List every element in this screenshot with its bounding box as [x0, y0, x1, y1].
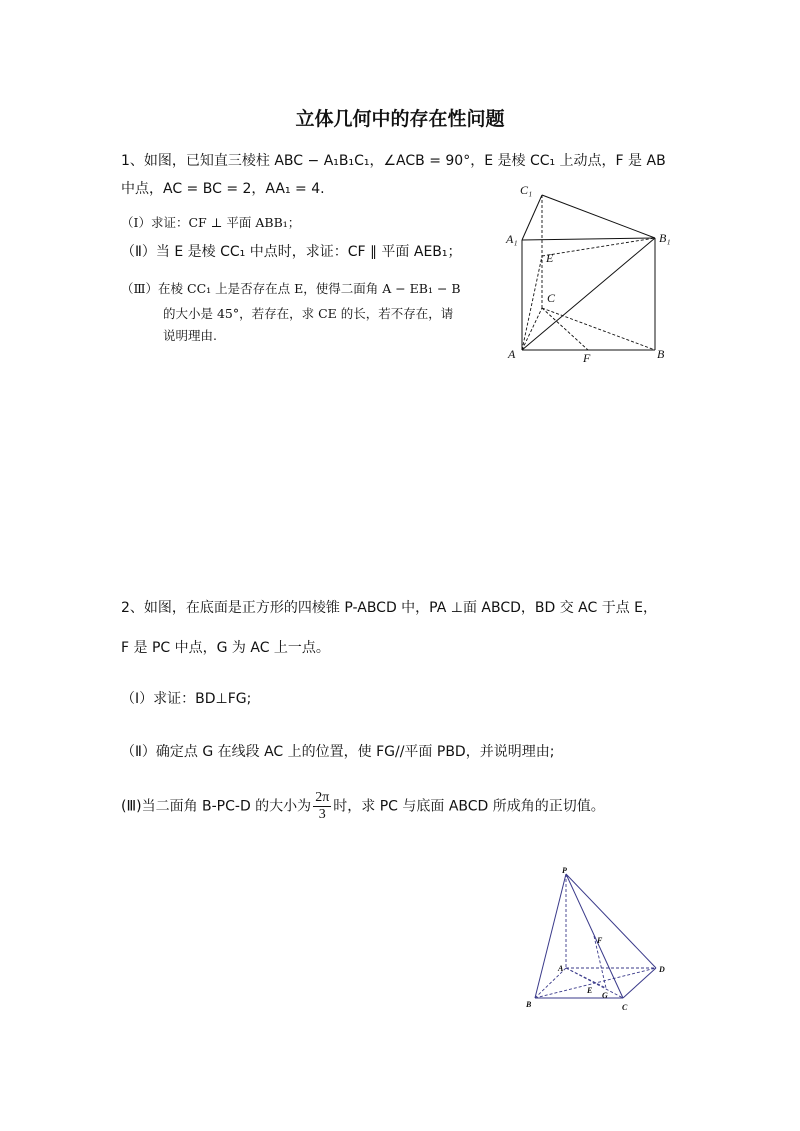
prism-figure — [500, 180, 680, 370]
label-G: G — [602, 991, 608, 1000]
label-D: D — [659, 965, 665, 974]
label-F: F — [597, 936, 603, 945]
q1-part3-line1: （Ⅲ）在棱 CC₁ 上是否存在点 E，使得二面角 A − EB₁ − B — [121, 281, 461, 296]
q2-part1: （Ⅰ）求证：BD⊥FG; — [121, 691, 252, 707]
label-B: B — [526, 1000, 532, 1009]
page-title: 立体几何中的存在性问题 — [295, 108, 505, 130]
q2-part3-prefix: (Ⅲ)当二面角 B-PC-D 的大小为 — [121, 798, 312, 815]
label-B: B — [657, 347, 665, 361]
label-E: E — [587, 986, 593, 995]
q2-part3 — [121, 790, 605, 823]
q2-part3-suffix: 时，求 PC 与底面 ABCD 所成角的正切值。 — [333, 798, 605, 815]
label-A: A — [558, 964, 564, 973]
label-P: P — [562, 866, 567, 875]
label-E: E — [546, 251, 554, 265]
q1-part3-line2: 的大小是 45°，若存在，求 CE 的长，若不存在，请 — [163, 306, 454, 321]
q1-part3-line3: 说明理由. — [163, 328, 217, 343]
q2-part2: （Ⅱ）确定点 G 在线段 AC 上的位置，使 FG//平面 PBD，并说明理由; — [121, 744, 555, 760]
label-C: C — [622, 1003, 628, 1012]
q1-part2: （Ⅱ）当 E 是棱 CC₁ 中点时，求证：CF ∥ 平面 AEB₁； — [121, 244, 462, 260]
label-C: C — [547, 291, 556, 305]
label-B1: B₁ — [659, 231, 671, 245]
label-A1: A₁ — [506, 232, 518, 246]
fraction-2pi-over-3 — [313, 790, 331, 823]
label-A: A — [508, 347, 516, 361]
pyramid-figure — [520, 862, 680, 1022]
q1-part1: （Ⅰ）求证：CF ⊥ 平面 ABB₁； — [121, 215, 301, 230]
q2-stem-line2: F 是 PC 中点，G 为 AC 上一点。 — [121, 640, 330, 656]
q2-stem-line1: 2、如图，在底面是正方形的四棱锥 P-ABCD 中，PA ⊥面 ABCD，BD 交 AC 于点 E， — [121, 600, 658, 616]
fraction-numerator: 2π — [315, 790, 330, 805]
label-C1: C₁ — [520, 183, 533, 197]
q1-stem-line1: 1、如图，已知直三棱柱 ABC − A₁B₁C₁，∠ACB = 90°，E 是棱 CC₁ 上动点，F 是 AB — [121, 153, 666, 169]
q1-stem-line2: 中点，AC = BC = 2，AA₁ = 4. — [121, 181, 325, 197]
label-F: F — [583, 351, 591, 365]
fraction-denominator: 3 — [318, 807, 326, 822]
